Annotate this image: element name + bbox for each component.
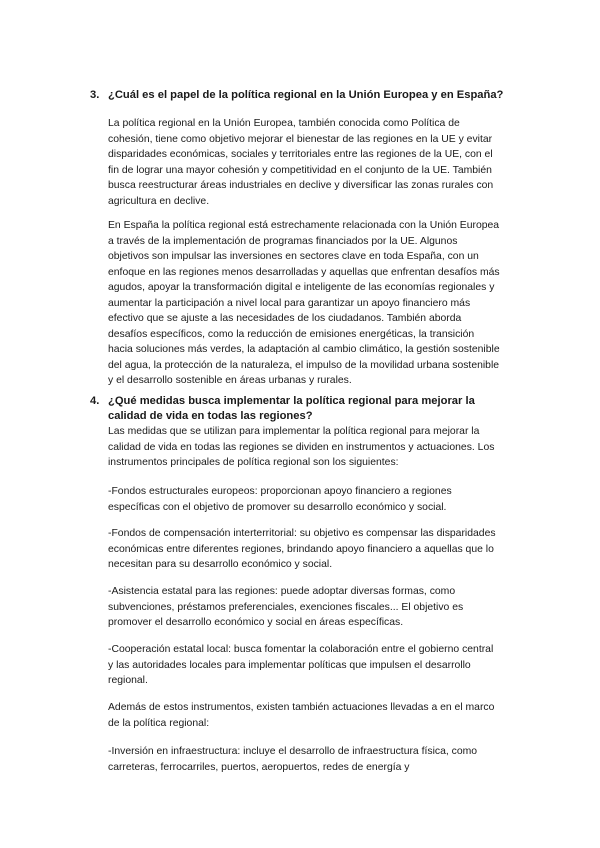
section-3-paragraph-2: En España la política regional está estrechamente relacionada con la Unión Europea a través de la implementación de programas financiados por la UE. Algunos objetivos son impulsar las inversiones en sectores clave en toda España, con un enfoque en las regiones menos desarrolladas y aquellas que enfrentan desafíos más agudos, apoyar la transformación digital e inteligente de las economías regionales y aumentar la participación a nivel local para garantizar un apoyo financiero más efectivo que se ajuste a las necesidades de los ciudadanos. También aborda desafíos específicos, como la reducción de emisiones energéticas, la transición hacia soluciones más verdes, la adaptación al cambio climático, la gestión sostenible del agua, la protección de la naturaleza, el impulso de la movilidad urbana sostenible y el desarrollo sostenible en áreas urbanas y rurales.	[108, 220, 500, 386]
question-4-text: ¿Qué medidas busca implementar la política regional para mejorar la calidad de vida en todas las regiones?	[108, 395, 475, 422]
actuacion-inversion-infraestructura: -Inversión en infraestructura: incluye el desarrollo de infraestructura física, como carreteras, ferrocarriles, puertos, aeropuertos, redes de energía y	[108, 746, 478, 773]
actuaciones-intro-paragraph: Además de estos instrumentos, existen también actuaciones llevadas a en el marco de la política regional:	[108, 702, 495, 729]
question-3-text: ¿Cuál es el papel de la política regional en la Unión Europea y en España?	[108, 89, 504, 101]
section-4-intro-paragraph: Las medidas que se utilizan para implementar la política regional para mejorar la calidad de vida en todas las regiones se dividen en instrumentos y actuaciones. Los instrumentos principales de política regional son los siguientes:	[108, 426, 495, 468]
question-4-number: 4.	[90, 395, 100, 407]
question-3-heading	[90, 88, 510, 103]
section-3-paragraph-1: La política regional en la Unión Europea, también conocida como Política de cohesión, tiene como objetivo mejorar el bienestar de las regiones en la UE y evitar disparidades económicas, sociales y territoriales entre las regiones de la UE, con el fin de lograr una mayor cohesión y competitividad en el conjunto de la UE. También busca reestructurar áreas industriales en declive y diversificar las zonas rurales con agricultura en declive.	[108, 118, 494, 207]
instrument-asistencia-estatal: -Asistencia estatal para las regiones: puede adoptar diversas formas, como subvenciones, préstamos preferenciales, exenciones fiscales... El objetivo es promover el desarrollo económico y social en áreas específicas.	[108, 586, 464, 628]
question-3-number: 3.	[90, 89, 100, 101]
instrument-fondos-compensacion: -Fondos de compensación interterritorial: su objetivo es compensar las disparidades económicas entre diferentes regiones, brindando apoyo financiero a aquellas que lo necesitan para su desarrollo económico y social.	[108, 528, 496, 570]
instrument-cooperacion-local: -Cooperación estatal local: busca fomentar la colaboración entre el gobierno central y las autoridades locales para implementar políticas que impulsen el desarrollo regional.	[108, 644, 494, 686]
instrument-fondos-estructurales: -Fondos estructurales europeos: proporcionan apoyo financiero a regiones específicas con el objetivo de promover su desarrollo económico y social.	[108, 486, 452, 513]
question-4-heading	[90, 394, 510, 424]
